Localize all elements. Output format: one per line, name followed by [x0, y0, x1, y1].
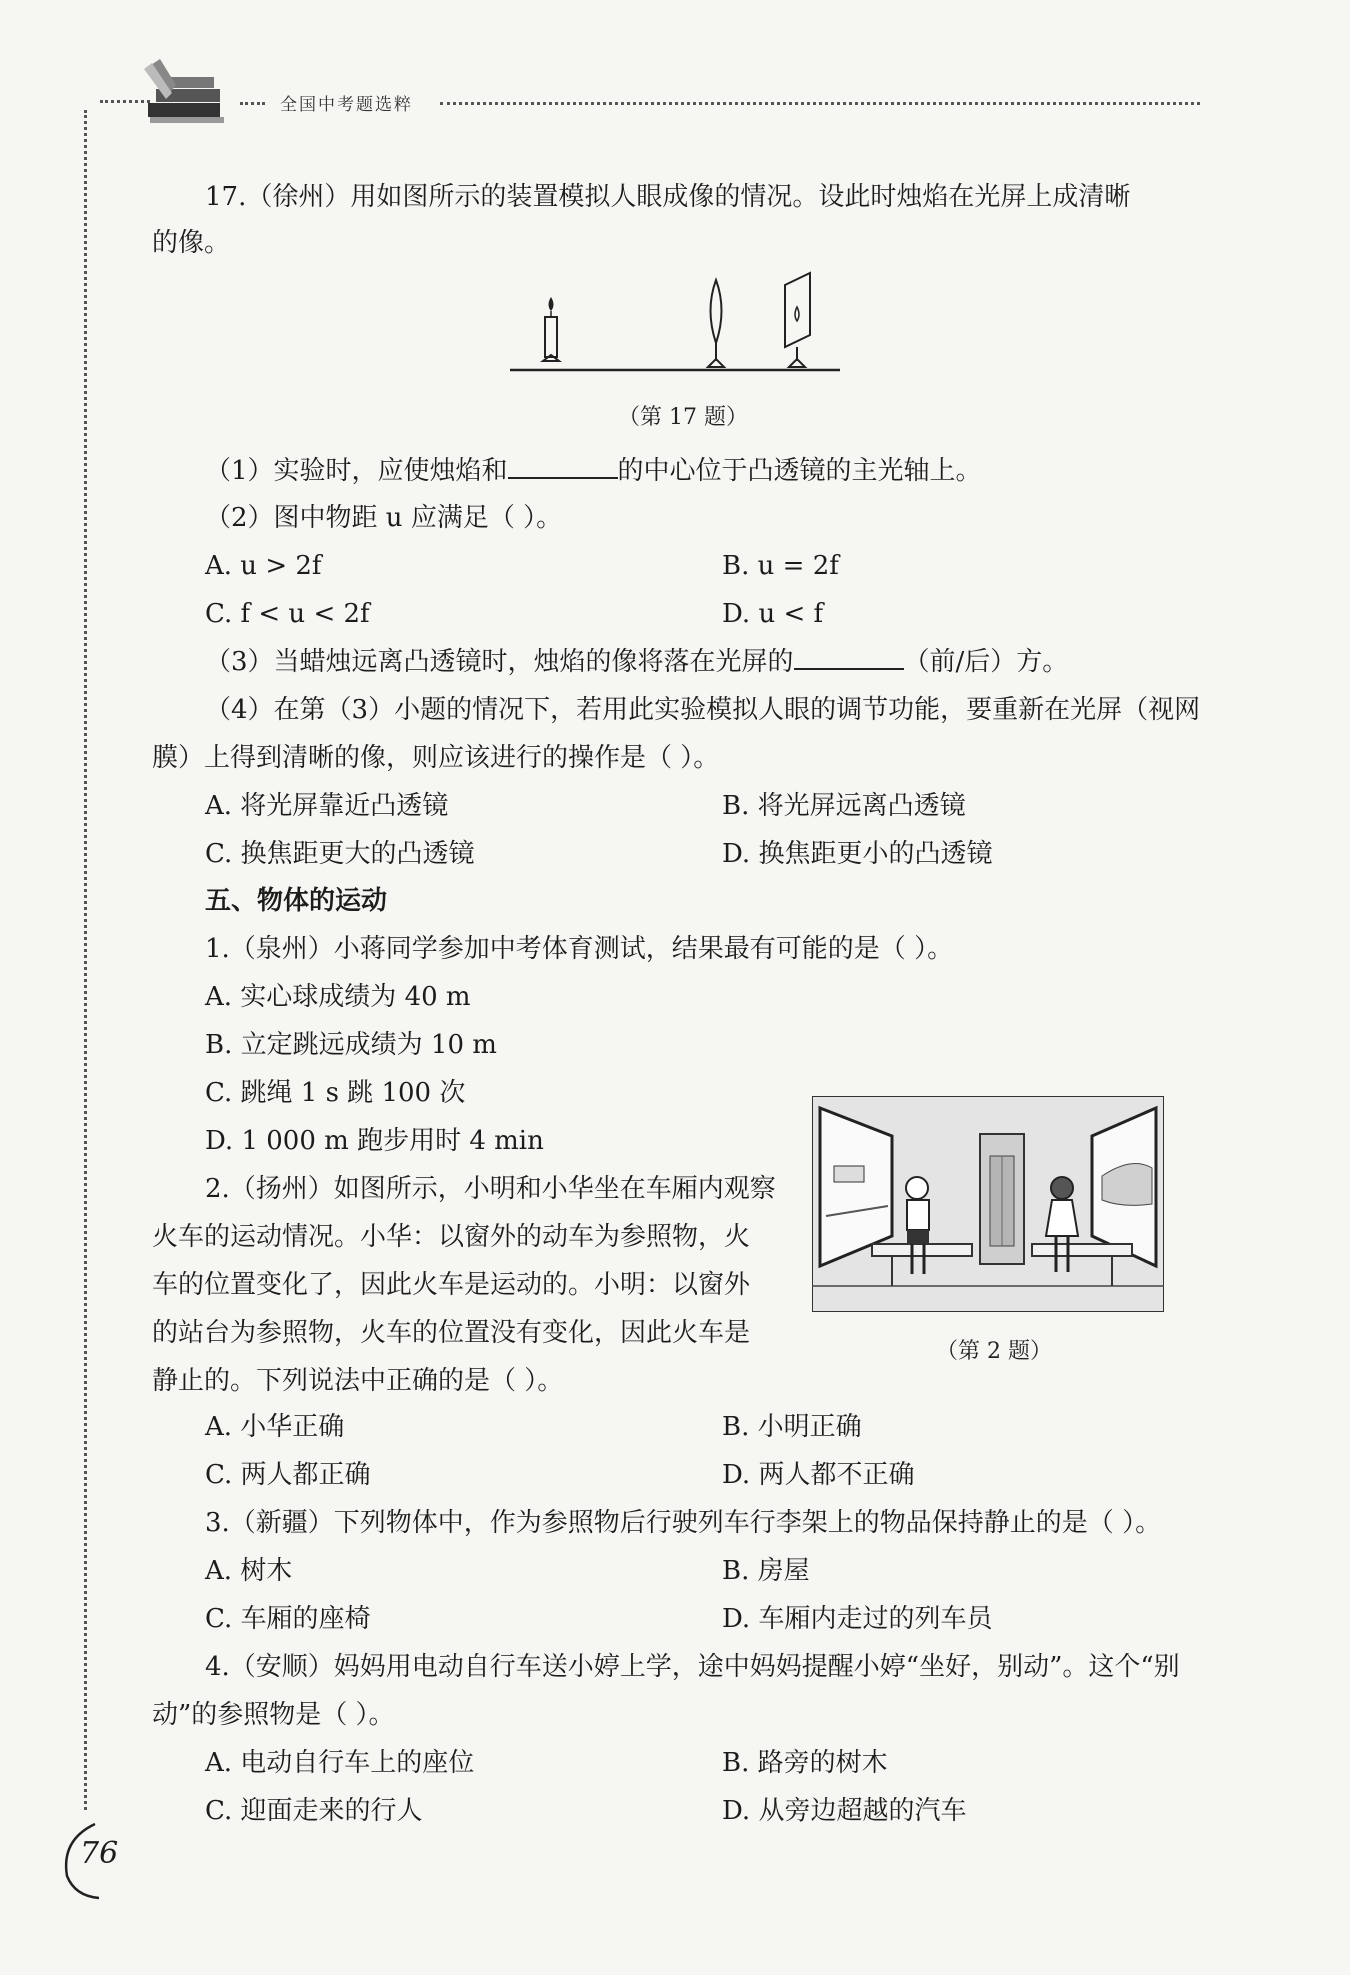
light-screen-icon: [785, 273, 810, 367]
q4-option-b[interactable]: B. 路旁的树木: [722, 1748, 888, 1778]
q2-option-b[interactable]: B. 小明正确: [722, 1412, 862, 1442]
q17-part1-text-b: 的中心位于凸透镜的主光轴上。: [617, 456, 982, 486]
section-5-heading: 五、物体的运动: [205, 886, 388, 916]
q2-option-c[interactable]: C. 两人都正确: [205, 1460, 371, 1490]
candle-icon: [543, 297, 559, 361]
q4-line2: 动”的参照物是（ ）。: [152, 1700, 395, 1730]
q17-part2-option-d[interactable]: D. u < f: [722, 599, 824, 629]
header-title: 全国中考题选粹: [280, 95, 413, 115]
q17-part4-option-b[interactable]: B. 将光屏远离凸透镜: [722, 791, 966, 821]
q4-line1: 4.（安顺）妈妈用电动自行车送小婷上学，途中妈妈提醒小婷“坐好，别动”。这个“别: [205, 1652, 1180, 1682]
header-dotted-line-right: [440, 102, 1200, 105]
q1-stem: 1.（泉州）小蒋同学参加中考体育测试，结果最有可能的是（ ）。: [205, 934, 954, 964]
books-logo-icon: [138, 55, 238, 135]
q2-option-d[interactable]: D. 两人都不正确: [722, 1460, 915, 1490]
q2-line1: 2.（扬州）如图所示，小明和小华坐在车厢内观察: [205, 1174, 776, 1204]
q2-train-carriage-figure: [812, 1096, 1164, 1312]
q17-part4-line2: 膜）上得到清晰的像，则应该进行的操作是（ ）。: [152, 743, 720, 773]
q17-stem-line1: 17.（徐州）用如图所示的装置模拟人眼成像的情况。设此时烛焰在光屏上成清晰: [205, 182, 1131, 212]
q17-part2-option-b[interactable]: B. u = 2f: [722, 551, 839, 581]
q4-option-c[interactable]: C. 迎面走来的行人: [205, 1796, 423, 1826]
q17-part1: [205, 454, 982, 488]
q1-option-a[interactable]: A. 实心球成绩为 40 m: [205, 982, 471, 1012]
q3-option-d[interactable]: D. 车厢内走过的列车员: [722, 1604, 993, 1634]
q3-stem: 3.（新疆）下列物体中，作为参照物后行驶列车行李架上的物品保持静止的是（ ）。: [205, 1508, 1162, 1538]
q2-option-a[interactable]: A. 小华正确: [205, 1412, 345, 1442]
page-number: 76: [80, 1836, 119, 1871]
q17-part4-option-d[interactable]: D. 换焦距更小的凸透镜: [722, 839, 993, 869]
q17-part1-text-a: （1）实验时，应使烛焰和: [205, 456, 508, 486]
q3-option-c[interactable]: C. 车厢的座椅: [205, 1604, 371, 1634]
q3-option-a[interactable]: A. 树木: [205, 1556, 293, 1586]
q17-part4-option-a[interactable]: A. 将光屏靠近凸透镜: [205, 791, 449, 821]
q17-part2-option-a[interactable]: A. u > 2f: [205, 551, 322, 581]
q17-part4-line1: （4）在第（3）小题的情况下，若用此实验模拟人眼的调节功能，要重新在光屏（视网: [205, 695, 1201, 725]
q17-stem-line2: 的像。: [152, 228, 231, 258]
q1-option-b[interactable]: B. 立定跳远成绩为 10 m: [205, 1030, 497, 1060]
q17-figure-caption: （第 17 题）: [618, 405, 748, 430]
q1-option-d[interactable]: D. 1 000 m 跑步用时 4 min: [205, 1126, 544, 1156]
q17-part3-text-b: （前/后）方。: [903, 647, 1069, 677]
q17-part3-text-a: （3）当蜡烛远离凸透镜时，烛焰的像将落在光屏的: [205, 647, 794, 677]
q2-line2: 火车的运动情况。小华：以窗外的动车为参照物，火: [152, 1222, 751, 1252]
q17-part1-blank[interactable]: [508, 455, 618, 479]
q17-part2: （2）图中物距 u 应满足（ ）。: [205, 503, 563, 533]
q1-option-c[interactable]: C. 跳绳 1 s 跳 100 次: [205, 1078, 466, 1108]
header-dotted-line-short: [240, 102, 265, 105]
q3-option-b[interactable]: B. 房屋: [722, 1556, 810, 1586]
q17-part3: [205, 645, 1068, 679]
page-dotted-border: [84, 110, 87, 1810]
q17-optics-figure: [505, 265, 845, 380]
convex-lens-icon: [708, 280, 724, 367]
q2-line5: 静止的。下列说法中正确的是（ ）。: [152, 1366, 564, 1396]
q17-part4-option-c[interactable]: C. 换焦距更大的凸透镜: [205, 839, 475, 869]
q4-option-d[interactable]: D. 从旁边超越的汽车: [722, 1796, 967, 1826]
q2-line4: 的站台为参照物，火车的位置没有变化，因此火车是: [152, 1318, 751, 1348]
q2-figure-caption: （第 2 题）: [936, 1339, 1052, 1364]
q2-line3: 车的位置变化了，因此火车是运动的。小明：以窗外: [152, 1270, 751, 1300]
q17-part2-option-c[interactable]: C. f < u < 2f: [205, 599, 370, 629]
q4-option-a[interactable]: A. 电动自行车上的座位: [205, 1748, 475, 1778]
q17-part3-blank[interactable]: [794, 646, 904, 670]
